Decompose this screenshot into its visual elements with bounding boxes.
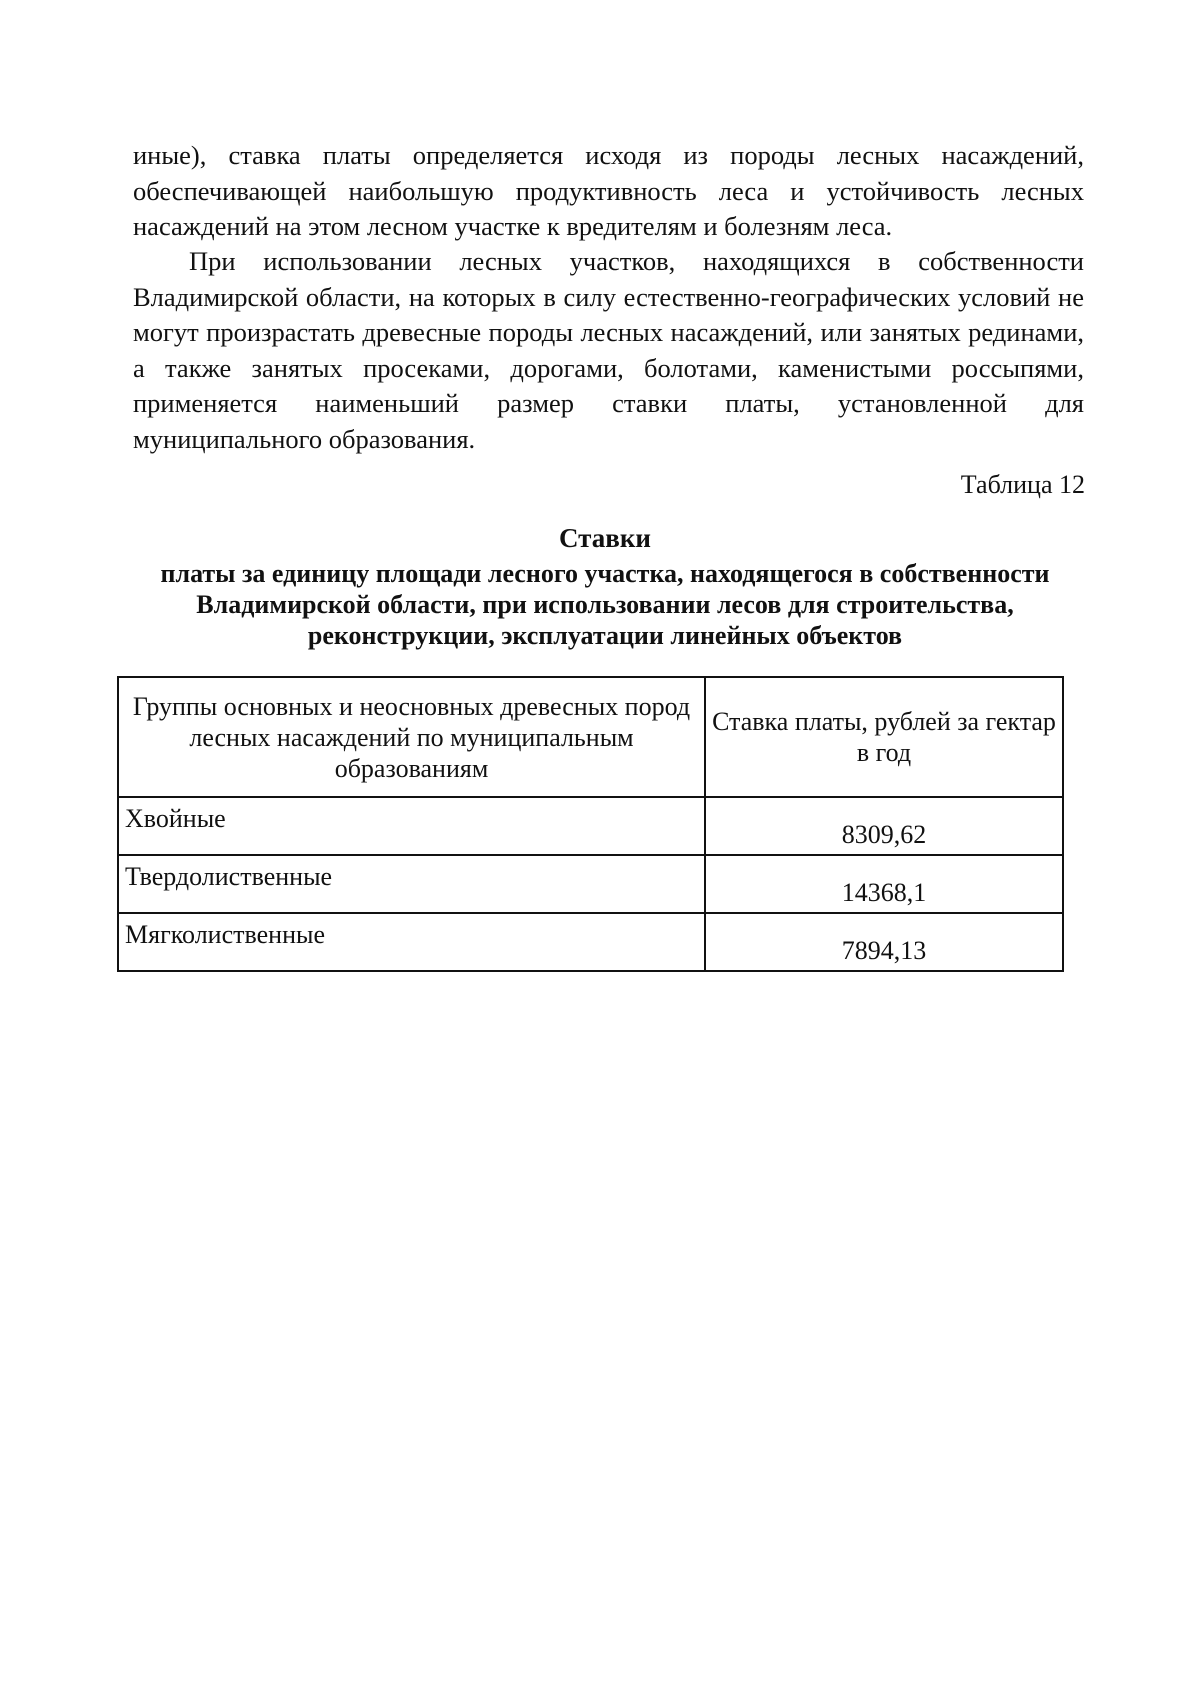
table-number-label: Таблица 12 xyxy=(960,470,1085,499)
row-rate-value: 14368,1 xyxy=(705,855,1063,913)
table-title xyxy=(130,518,1080,651)
table-row xyxy=(118,855,1063,913)
paragraph-rate-rule: При использовании лесных участков, находящихся в собственности Владимирской области, на которых в силу естественно-географических условий не могут произрастать древесные породы лесных насаждений, или занятых рединами, а также занятых просеками, дорогами, болотами, каменистыми россыпями, применяется наименьший размер ставки платы, установленной для муниципального образования. xyxy=(133,246,1084,454)
row-group-name: Хвойные xyxy=(118,797,705,855)
rates-table xyxy=(117,676,1064,972)
header-rate: Ставка платы, рублей за гектар в год xyxy=(705,677,1063,797)
table-title-subtitle: платы за единицу площади лесного участка, находящегося в собственности Владимирской области, при использовании лесов для строительства, реконструкции, эксплуатации линейных объектов xyxy=(160,559,1050,650)
row-group-name: Мягколиственные xyxy=(118,913,705,971)
table-title-main: Ставки xyxy=(559,523,651,553)
table-header-row xyxy=(118,677,1063,797)
row-rate-value: 7894,13 xyxy=(705,913,1063,971)
row-rate-value: 8309,62 xyxy=(705,797,1063,855)
table-row xyxy=(118,797,1063,855)
paragraph-continuation: иные), ставка платы определяется исходя из породы лесных насаждений, обеспечивающей наибольшую продуктивность леса и устойчивость лесных насаждений на этом лесном участке к вредителям и болезням леса. xyxy=(133,140,1084,241)
header-species-groups: Группы основных и неосновных древесных пород лесных насаждений по муниципальным образованиям xyxy=(118,677,705,797)
table-row xyxy=(118,913,1063,971)
row-group-name: Твердолиственные xyxy=(118,855,705,913)
